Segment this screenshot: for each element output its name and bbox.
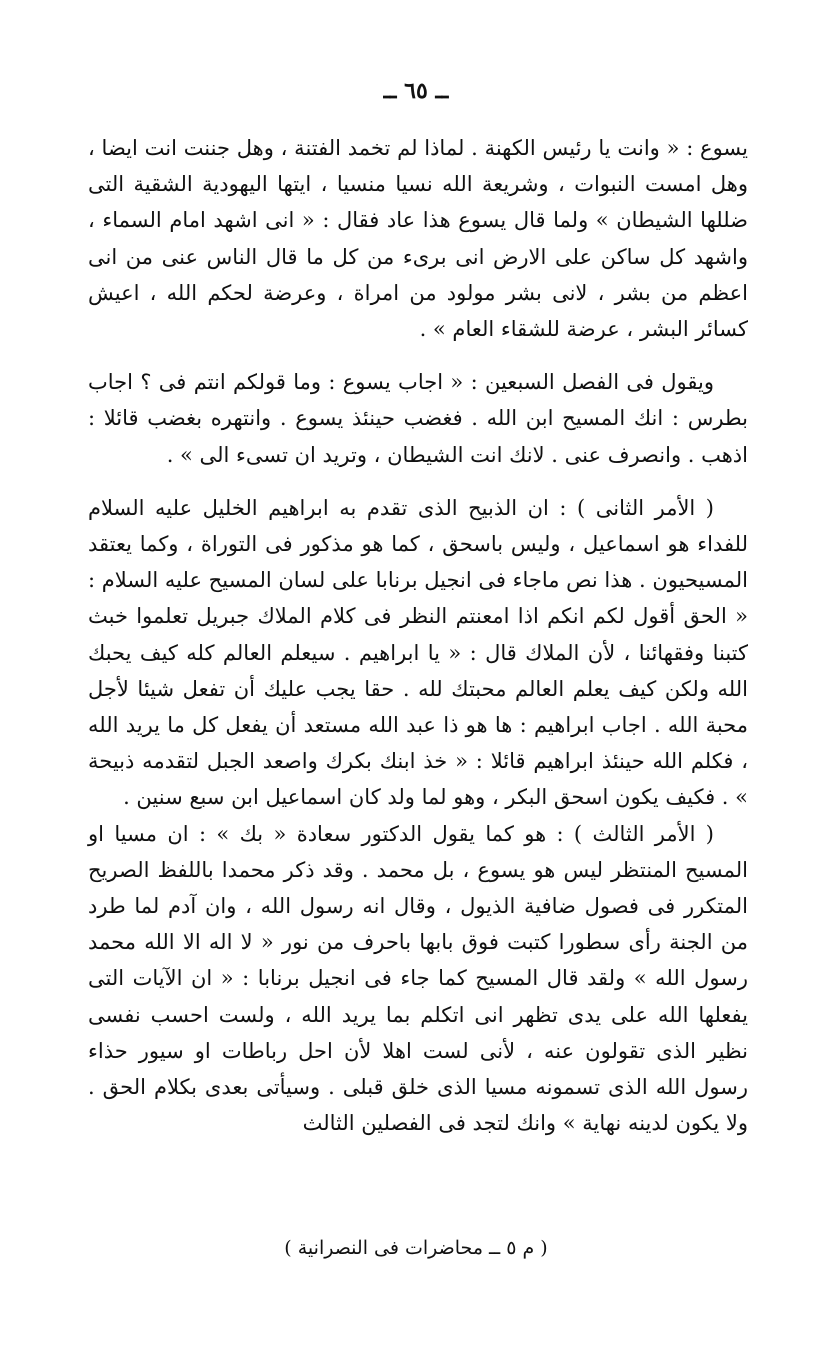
paragraph-third-matter: ( الأمر الثالث ) : هو كما يقول الدكتور سعادة « بك » : ان مسيا او المسيح المنتظر ليس هو يسوع ، بل محمد . وقد ذكر محمدا باللفظ الصريح المتكرر فى فصول ضافية الذيول ، وقال انه رسول الله ، وان آدم لما طرد من الجنة رأى سطورا كتبت فوق بابها باحرف من نور « لا اله الا الله محمد رسول الله » ولقد قال المسيح كما جاء فى انجيل برنابا : « ان الآيات التى يفعلها الله على يدى تظهر انى اتكلم بما يريد الله ، ولست احسب نفسى نظير الذى تقولون عنه ، لأنى لست اهلا لأن احل رباطات او سيور حذاء رسول الله الذى تسمونه مسيا الذى خلق قبلى . وسيأتى بعدى بكلام الحق . ولا يكون لدينه نهاية » وانك لتجد فى الفصلين الثالث — [88, 821, 748, 1136]
paragraph-second-matter: ( الأمر الثانى ) : ان الذبيح الذى تقدم به ابراهيم الخليل عليه السلام للفداء هو اسماعيل ، وليس باسحق ، كما هو مذكور فى التوراة ، وكما يعتقد المسيحيون . هذا نص ماجاء فى انجيل برنابا على لسان المسيح عليه السلام : « الحق أقول لكم انكم اذا امعنتم النظر فى كلام الملاك جبريل تعلموا خبث كتبنا وفقهائنا ، لأن الملاك قال : « يا ابراهيم . سيعلم العالم كله كيف يحبك الله ولكن كيف يعلم العالم محبتك لله . حقا يجب عليك أن تفعل شيئا لأجل محبة الله . اجاب ابراهيم : ها هو ذا عبد الله مستعد أن يفعل كل ما يريد الله ، فكلم الله حينئذ ابراهيم قائلا : « خذ ابنك بكرك واصعد الجبل لتقدمه ذبيحة » . فكيف يكون اسحق البكر ، وهو لما ولد كان اسماعيل ابن سبع سنين . — [88, 495, 748, 810]
paragraph-quote-jesus: يسوع : « وانت يا رئيس الكهنة . لماذا لم تخمد الفتنة ، وهل جننت انت ايضا ، وهل امست النبوات ، وشريعة الله نسيا منسيا ، ايتها اليهودية الشقية التى ضللها الشيطان » ولما قال يسوع هذا عاد فقال : « انى اشهد امام السماء ، واشهد كل ساكن على الارض انى برىء من كل ما قال الناس عنى من انى اعظم من بشر ، لانى بشر مولود من امراة ، وعرضة لحكم الله ، اعيش كسائر البشر ، عرضة للشقاء العام » . — [88, 136, 748, 342]
body-text — [88, 130, 748, 1141]
page-footer: ( م ٥ ــ محاضرات فى النصرانية ) — [284, 1237, 548, 1259]
page-number: ــ ٦٥ ــ — [383, 78, 449, 104]
paragraph-chapter-seventy: ويقول فى الفصل السبعين : « اجاب يسوع : وما قولكم انتم فى ؟ اجاب بطرس : انك المسيح ابن الله . فغضب حينئذ يسوع . وانتهره بغضب قائلا : اذهب . وانصرف عنى . لانك انت الشيطان ، وتريد ان تسىء الى » . — [88, 370, 748, 467]
